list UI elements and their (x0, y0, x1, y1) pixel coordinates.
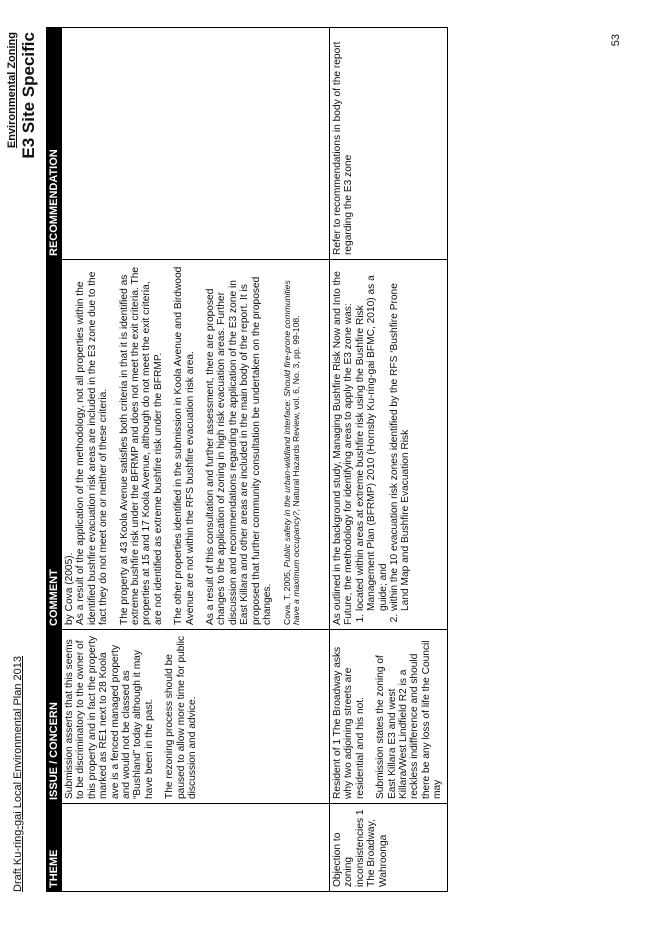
submissions-table (46, 27, 448, 892)
column-header-recommendation: RECOMMENDATION (47, 28, 62, 260)
theme-cell: Objection to zoning inconsistencies 1 The Broadway, Wahroonga (330, 804, 448, 892)
reference-author: Cova, T. 2005, (281, 567, 292, 625)
issue-cell (62, 630, 330, 804)
theme-cell (62, 804, 330, 892)
list-item: 2. within the 10 evacuation risk zones identified by the RFS ‘Bushfire Prone Land Map and Bushfire Evacuation Risk (389, 264, 412, 611)
methodology-list (355, 264, 412, 625)
column-header-comment: COMMENT (47, 260, 62, 630)
comment-paragraph: As a result of this consultation and further assessment, there are proposed changes to the application of zoning in high risk evacuation areas. Further discussion and recommendations regarding the application of the E3 zone in East Killara and other areas are included in the main body of the report. It is proposed that further community consultation be undertaken on the proposed changes. (205, 276, 274, 625)
column-header-theme: THEME (47, 804, 62, 892)
issue-paragraph: The rezoning process should be paused to allow more time for public discussion and advice. (164, 635, 199, 799)
reference-citation (283, 264, 302, 625)
comment-cell (330, 260, 448, 630)
issue-paragraph: Submission asserts that this seems to be discriminatory to the owner of this property and in fact the property marked as RE1 next to 28 Koola ave is a fenced managed property and would not be classed as “Bushland” today although it may have been in the past. (64, 635, 155, 799)
section-heading (6, 32, 39, 159)
issue-paragraph: Submission states the zoning of East Killara E3 and west Killara/West Lindfield R2 is a reckless indifference and should there be any loss of life the Council may (375, 640, 444, 799)
comment-paragraph: The property at 43 Koola Avenue satisfies both criteria in that it is identified as extreme bushfire risk under the BFRMP and does not meet the exit criteria. The properties at 15 and 17 Koola Avenue, although do not meet the exit criteria, are not identified as extreme bushfire risk under the BFRMP. (118, 266, 164, 625)
table-row (62, 28, 330, 892)
comment-cell (62, 260, 330, 630)
section-title: E3 Site Specific (19, 32, 38, 159)
section-subtitle: Environmental Zoning (6, 32, 18, 149)
reference-title: Public safety in the urban-wildland interface: Should fire-prone communities have a maximum occupancy? (281, 280, 302, 625)
comment-paragraph: by Cova (2005). As a result of the application of the methodology, not all properties within the identified bushfire evacuation risk areas are included in the E3 zone due to the fact they do not meet one or neither of these criteria. (64, 271, 110, 625)
reference-source: , Natural Hazards Review, vol. 6, No. 3, pp. 99-108. (291, 315, 302, 512)
column-header-issue: ISSUE / CONCERN (47, 630, 62, 804)
issue-paragraph: Resident of 1 The Broadway asks why two adjoining streets are residential and his not. (332, 646, 366, 799)
comment-intro: As outlined in the background study, Managing Bushfire Risk Now and Into the Future, the methodology for identifying areas to apply the E3 zone was: (332, 271, 355, 625)
page-number: 53 (610, 34, 622, 47)
recommendation-cell (62, 28, 330, 260)
issue-cell (330, 630, 448, 804)
recommendation-cell: Refer to recommendations in body of the report regarding the E3 zone (330, 28, 448, 260)
comment-paragraph: The other properties identified in the submission in Koola Avenue and Birdwood Avenue are not within the RFS bushfire evacuation risk area. (173, 266, 196, 625)
document-title: Draft Ku-ring-gai Local Environmental Plan 2013 (12, 655, 24, 892)
table-header-row (47, 28, 62, 892)
list-item: 1. located within areas at extreme bushfire risk using the Bushfire Risk Management Plan (BFRMP) 2010 (Hornsby Ku-ring-gai BFMC, 2010) as a guide; and (355, 264, 389, 611)
table-row (330, 28, 448, 892)
